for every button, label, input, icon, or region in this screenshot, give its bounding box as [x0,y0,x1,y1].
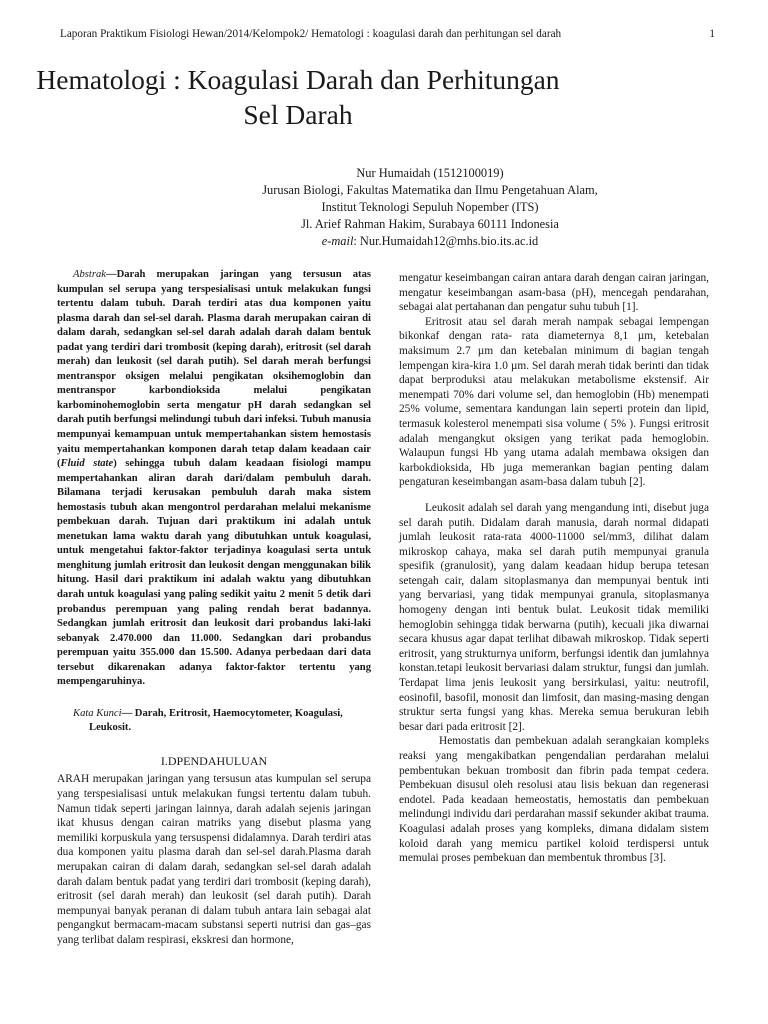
author-department: Jurusan Biologi, Fakultas Matematika dan Ilmu Pengetahuan Alam, [262,183,598,197]
abstract-fluid-state: Fluid state [60,458,114,470]
keywords-line2: Leukosit. [89,722,132,734]
keywords [57,707,371,736]
page-number: 1 [709,28,715,40]
paper-title-line1: Hematologi : Koagulasi Darah dan Perhitungan [36,64,560,95]
author-institute: Institut Teknologi Sepuluh Nopember (ITS) [321,200,539,214]
paper-title-line2: Sel Darah [243,99,353,130]
email-address: : Nur.Humaidah12@mhs.bio.its.ac.id [353,234,539,248]
author-block [240,165,620,250]
left-column [57,268,371,948]
paragraph-eritrosit: Eritrosit atau sel darah merah nampak sebagai lempengan bikonkaf dengan rata- rata diameternya 8,1 µm, ketebalan maksimum 2.7 µm dan ketebalan minimum di bagian tengah lempengan kira-kira 1.0 µm. Sel darah merah tidak berinti dan tidak dapat berproduksi atau melakukan metabolisme ekstensif. Air menempati 70% dari volume sel, dan hemoglobin (Hb) menempati 25% volume, sementara kandungan lain seperti protein dan lipid, termasuk kolesterol menempati sisa volume ( 5% ). Fungsi eritrosit adalah mengangkut oksigen yang terikat pada hemoglobin. Walaupun fungsi Hb yang utama adalah membawa oksigen dan karbokdioksida, Hb juga memerankan bagian penting dalam pengaturan keseimbangan asam-basa dalam tubuh [2]. [399,315,709,489]
author-name: Nur Humaidah (1512100019) [356,166,504,180]
paper-title [0,62,596,132]
author-address: Jl. Arief Rahman Hakim, Surabaya 60111 Indonesia [301,217,559,231]
keywords-label: Kata Kunci [73,707,122,719]
section-heading-introduction: I.DPENDAHULUAN [160,753,268,768]
abstract-text-a: —Darah merupakan jaringan yang tersusun atas kumpulan sel serupa yang terspesialisasi untuk melakukan fungsi tertentu dalam tubuh. Darah terdiri atas dua komponen yaitu plasma darah dan sel-sel darah. Plasma darah merupakan cairan di dalam darah, sedangkan sel-sel darah adalah darah dalam bentuk padat yang terdiri dari trombosit (keping darah), eritrosit (sel darah merah) dan leukosit (sel darah putih). Sel darah merah berfungsi mentranspor oksigen melalui pengikatan oksihemoglobin dan mentranspor karbondioksida melalui pengikatan karbominohemoglobin serta mengatur pH darah sedangkan sel darah putih berfungsi melindungi tubuh dari infeksi. Tubuh manusia mempunyai kemampuan untuk mempertahankan sistem hemostasis yaitu mempertahankan komponen darah tetap dalam keadaan cair ( [57,269,371,470]
paragraph-leukosit: Leukosit adalah sel darah yang mengandung inti, disebut juga sel darah putih. Didalam darah manusia, darah normal didapati jumlah leukosit rata-rata 4000-11000 sel/mm3, dilihat dalam mikroskop cahaya, maka sel darah putih mempunyai granula spesifik (granulosit), yang dalam keadaan hidup berupa tetesan setengah cair, dalam sitoplasmanya dan mempunyai bentuk inti yang bervariasi, yang tidak mempunyai granula, sitoplasmanya homogeny dengan inti bentuk bulat. Leukosit tidak memiliki hemoglobin sehingga tidak berwarna (putih), kecuali jika diwarnai secara khusus agar dapat terlihat dibawah mikroskop. Tidak seperti eritrosit, yang strukturnya uniform, berfungsi identik dan jumlahnya konstan.tetapi leukosit bervariasi dalam struktur, fungsi dan jumlah. Terdapat lima jenis leukosit yang bersirkulasi, yaitu: neutrofil, eosinofil, basofil, monosit dan limfosit, dan masing-masing dengan struktur serta fungsi yang khas. Mereka semua berukuran lebih besar dari pada eritrosit [2]. [399,501,709,733]
abstract [57,268,371,690]
author-email [240,233,620,250]
paragraph-hemostatis: Hemostatis dan pembekuan adalah serangkaian kompleks reaksi yang mengakibatkan pengendalian perdarahan melalui pembentukan bekuan trombosit dan fibrin pada tempat cedera. Pembekuan disusul oleh resolusi atau lisis bekuan dan regenerasi endotel. Pada keadaan hemeostatis, hemostatis dan pembekuan melindungi individu dari perdarahan massif sekunder akibat trauma. Koagulasi adalah proses yang kompleks, dimana didalam sistem koloid darah yang memicu partikel koloid terdispersi untuk memulai proses pembekuan dan membentuk thrombus [3]. [399,735,709,865]
abstract-text-b: ) sehingga tubuh dalam keadaan fisiologi mampu mempertahankan aliran darah dari/dalam pembuluh darah. Bilamana terjadi kerusakan pembuluh darah maka sistem hemostasis tubuh akan mengontrol perdarahan melalui mekanisme pembekuan darah. Tujuan dari praktikum ini adalah untuk menetukan lama waktu darah yang dibutuhkan untuk koagulasi, untuk mengetahui faktor-faktor terjadinya koagulasi serta untuk menghitung jumlah eritrosit dan leukosit dengan menggunakan bilik hitung. Hasil dari praktikum ini adalah waktu yang dibutuhkan darah untuk koagulasi yang paling sedikit yaitu 2 menit 5 detik dari probandus perempuan yang paling rendah berat badannya. Sedangkan jumlah eritrosit dan leukosit dari probandus laki-laki sebanyak 2.470.000 dan 11.000. Sedangkan dari probandus perempuan yaitu 355.000 dan 15.500. Adanya perbedaan dari data tersebut dikarenakan adanya faktor-faktor tertentu yang mempengaruhinya. [57,458,371,688]
running-header-text: Laporan Praktikum Fisiologi Hewan/2014/Kelompok2/ Hematologi : koagulasi darah dan perhitungan sel darah [60,28,562,40]
keywords-line1: — Darah, Eritrosit, Haemocytometer, Koagulasi, [121,707,343,719]
abstract-label: Abstrak [73,269,106,280]
intro-paragraph: ARAH merupakan jaringan yang tersusun atas kumpulan sel serupa yang terspesialisasi untuk melakukan fungsi tertentu dalam tubuh. Namun tidak seperti jaringan lainnya, darah adalah sejenis jaringan ikat khusus dengan cairan matriks yang disebut plasma yang memiliki korpuskula yang tersuspensi didalamnya. Darah terdiri atas dua komponen yaitu plasma darah dan sel-sel darah.Plasma darah merupakan cairan di dalam darah, sedangkan sel-sel darah adalah darah dalam bentuk padat yang terdiri dari trombosit (keping darah), eritrosit (sel darah merah) dan leukosit (sel darah putih). Darah mempunyai banyak peranan di dalam tubuh antara lain sebagai alat pengangkut bermacam-macam substansi seperti nutrisi dan gas–gas yang terlibat dalam respirasi, ekskresi dan hormone, [57,773,371,946]
email-label: e-mail [321,234,354,248]
running-header [60,28,715,40]
right-column [399,271,709,866]
paragraph-continuation: mengatur keseimbangan cairan antara darah dengan cairan jaringan, mengatur keseimbangan asam-basa (pH), mencegah pendarahan, sebagai alat pertahanan dan pengatur suhu tubuh [1]. [399,272,709,314]
